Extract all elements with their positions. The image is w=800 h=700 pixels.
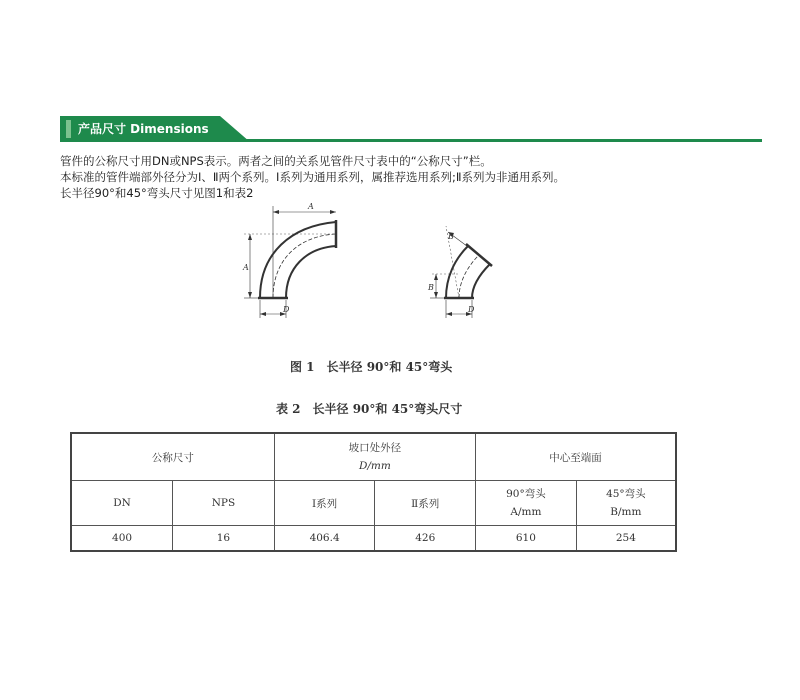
elbow-diagrams — [236, 198, 516, 328]
section-header-accent — [66, 120, 71, 138]
section-header-rule — [240, 139, 762, 142]
paragraph-reference: 长半径90°和45°弯头尺寸见图1和表2 — [60, 186, 254, 200]
cell-dn: 400 — [71, 526, 173, 552]
header-dn: DN — [71, 481, 173, 526]
cell-b-45: 254 — [576, 526, 676, 552]
header-45-elbow — [576, 481, 676, 526]
table-row — [71, 526, 676, 552]
header-nps: NPS — [173, 481, 275, 526]
label-d-45: D — [468, 305, 475, 314]
table-sub-header-row — [71, 481, 676, 526]
header-90-elbow — [476, 481, 577, 526]
header-series-1: Ⅰ系列 — [274, 481, 375, 526]
figure-caption: 图 1 长半径 90°和 45°弯头 — [290, 360, 453, 374]
header-center-to-end: 中心至端面 — [476, 433, 676, 481]
label-d-90: D — [283, 305, 290, 314]
label-a-left: A — [243, 263, 249, 272]
section-header — [60, 116, 762, 142]
label-a-top: A — [308, 202, 314, 211]
header-outside-diameter — [274, 433, 475, 481]
dimension-table — [70, 432, 677, 552]
paragraph-series: 本标准的管件端部外径分为Ⅰ、Ⅱ两个系列。Ⅰ系列为通用系列，属推荐选用系列;Ⅱ系列为非通用系列。 — [60, 170, 565, 184]
table-caption: 表 2 长半径 90°和 45°弯头尺寸 — [276, 402, 463, 416]
cell-a-90: 610 — [476, 526, 577, 552]
paragraph-nominal-size: 管件的公称尺寸用DN或NPS表示。两者之间的关系见管件尺寸表中的“公称尺寸”栏。 — [60, 154, 492, 168]
header-od-line2: D/mm — [358, 460, 391, 472]
header-90-line2: A/mm — [510, 506, 542, 518]
header-90-line1: 90°弯头 — [506, 488, 546, 500]
table-group-header-row — [71, 433, 676, 481]
header-series-2: Ⅱ系列 — [375, 481, 476, 526]
cell-series-2: 426 — [375, 526, 476, 552]
elbow-45-diagram — [430, 226, 492, 318]
label-b-slant: B — [448, 232, 454, 241]
elbow-90-diagram — [244, 206, 336, 318]
header-45-line2: B/mm — [610, 506, 642, 518]
cell-series-1: 406.4 — [274, 526, 375, 552]
label-b-left: B — [428, 283, 434, 292]
header-od-line1: 坡口处外径 — [348, 442, 402, 454]
cell-nps: 16 — [173, 526, 275, 552]
header-nominal-size: 公称尺寸 — [71, 433, 274, 481]
section-title: 产品尺寸 Dimensions — [78, 122, 209, 136]
header-45-line1: 45°弯头 — [606, 488, 646, 500]
